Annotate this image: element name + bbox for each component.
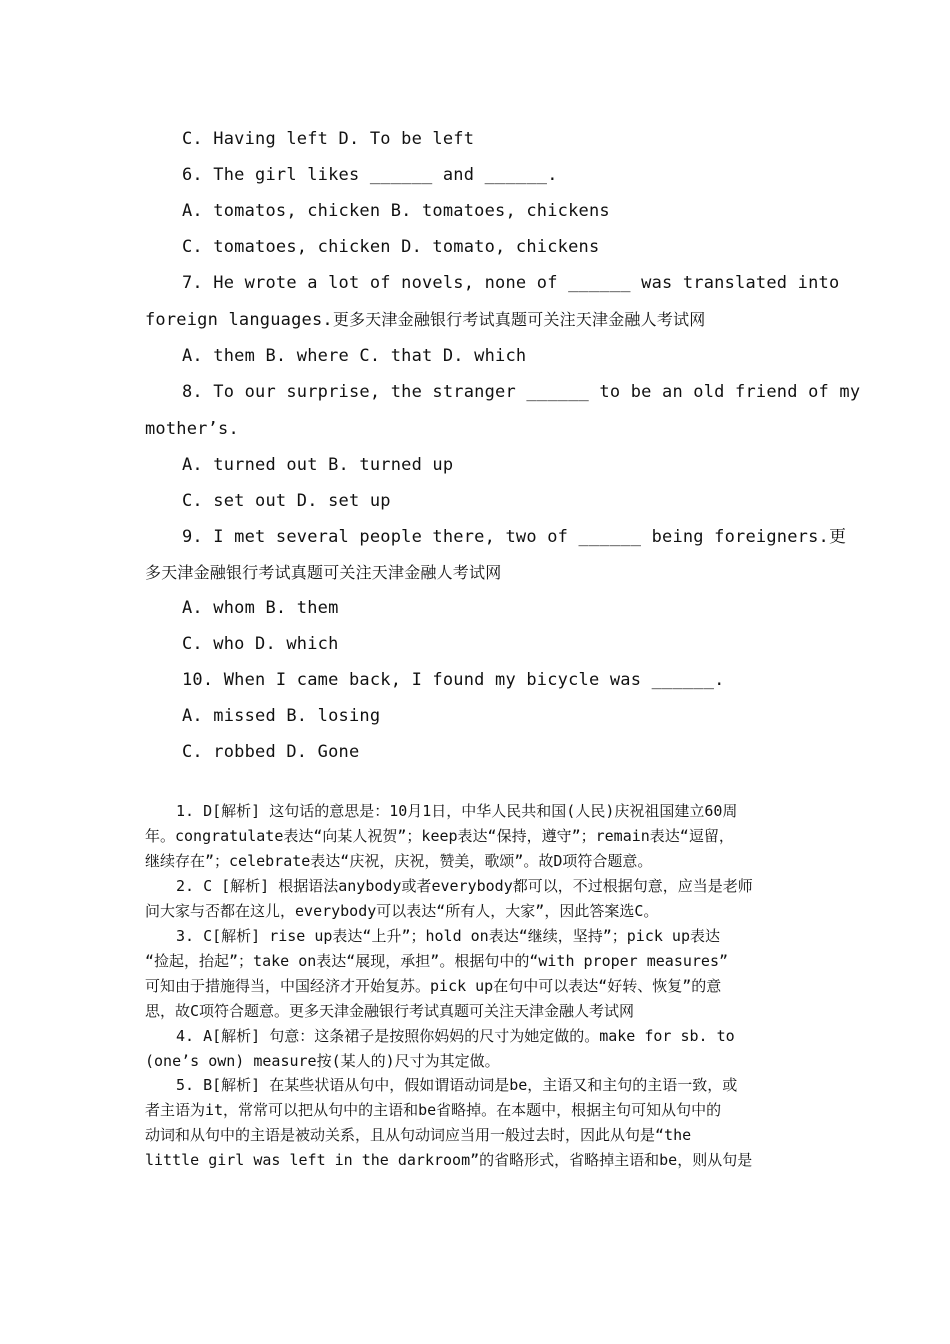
q9-stem-line1: 9. I met several people there, two of ______ being foreigners.更 bbox=[182, 527, 847, 547]
answer-5-line3: 动词和从句中的主语是被动关系，且从句动词应当用一般过去时，因此从句是“the bbox=[145, 1126, 692, 1144]
answer-1-line2: 年。congratulate表达“向某人祝贺”；keep表达“保持，遵守”；remain表达“逗留， bbox=[145, 827, 734, 845]
answer-2-line2: 问大家与否都在这儿，everybody可以表达“所有人，大家”，因此答案选C。 bbox=[145, 902, 659, 920]
answer-1-line3: 继续存在”；celebrate表达“庆祝，庆祝，赞美，歌颂”。故D项符合题意。 bbox=[145, 852, 653, 870]
q7-options: A. them B. where C. that D. which bbox=[182, 346, 527, 366]
q6-options-ab: A. tomatos, chicken B. tomatoes, chickens bbox=[182, 201, 610, 221]
q8-stem-line2: mother’s. bbox=[145, 419, 239, 439]
answer-4-line1: 4. A[解析] 句意：这条裙子是按照你妈妈的尺寸为她定做的。make for sb. to bbox=[176, 1027, 735, 1045]
q10-options-cd: C. robbed D. Gone bbox=[182, 742, 360, 762]
answer-3-line2: “捡起，抬起”；take on表达“展现，承担”。根据句中的“with proper measures” bbox=[145, 952, 729, 970]
q10-stem: 10. When I came back, I found my bicycle was ______. bbox=[182, 670, 725, 690]
q8-options-ab: A. turned out B. turned up bbox=[182, 455, 454, 475]
q6-stem: 6. The girl likes ______ and ______. bbox=[182, 165, 558, 185]
q10-options-ab: A. missed B. losing bbox=[182, 706, 381, 726]
q5-options-cd: C. Having left D. To be left bbox=[182, 129, 475, 149]
answer-5-line4: little girl was left in the darkroom”的省略形式，省略掉主语和be，则从句是 bbox=[145, 1151, 753, 1169]
answer-5-line1: 5. B[解析] 在某些状语从句中，假如谓语动词是be，主语又和主句的主语一致，或 bbox=[176, 1076, 738, 1094]
q8-stem-line1: 8. To our surprise, the stranger ______ to be an old friend of my bbox=[182, 382, 861, 402]
q9-stem-line2: 多天津金融银行考试真题可关注天津金融人考试网 bbox=[145, 563, 502, 582]
answer-3-line4: 思，故C项符合题意。更多天津金融银行考试真题可关注天津金融人考试网 bbox=[145, 1002, 635, 1020]
q7-stem-line2-cn: 更多天津金融银行考试真题可关注天津金融人考试网 bbox=[332, 310, 706, 329]
q6-options-cd: C. tomatoes, chicken D. tomato, chickens bbox=[182, 237, 600, 257]
answer-5-line2: 者主语为it，常常可以把从句中的主语和be省略掉。在本题中，根据主句可知从句中的 bbox=[145, 1101, 722, 1119]
q8-options-cd: C. set out D. set up bbox=[182, 491, 391, 511]
q7-stem-line1: 7. He wrote a lot of novels, none of ______ was translated into bbox=[182, 273, 840, 293]
answer-1-line1: 1. D[解析] 这句话的意思是：10月1日，中华人民共和国(人民)庆祝祖国建立60周 bbox=[176, 802, 738, 820]
q9-options-ab: A. whom B. them bbox=[182, 598, 339, 618]
answer-2-line1: 2. C [解析] 根据语法anybody或者everybody都可以，不过根据句意，应当是老师 bbox=[176, 877, 753, 895]
q7-stem-line2 bbox=[145, 309, 705, 331]
answer-4-line2: (one’s own) measure按(某人的)尺寸为其定做。 bbox=[145, 1052, 500, 1070]
q9-options-cd: C. who D. which bbox=[182, 634, 339, 654]
answer-3-line1: 3. C[解析] rise up表达“上升”；hold on表达“继续，坚持”；pick up表达 bbox=[176, 927, 720, 945]
answer-3-line3: 可知由于措施得当，中国经济才开始复苏。pick up在句中可以表达“好转、恢复”的意 bbox=[145, 977, 722, 995]
q7-stem-line2-en: foreign languages. bbox=[145, 310, 333, 330]
